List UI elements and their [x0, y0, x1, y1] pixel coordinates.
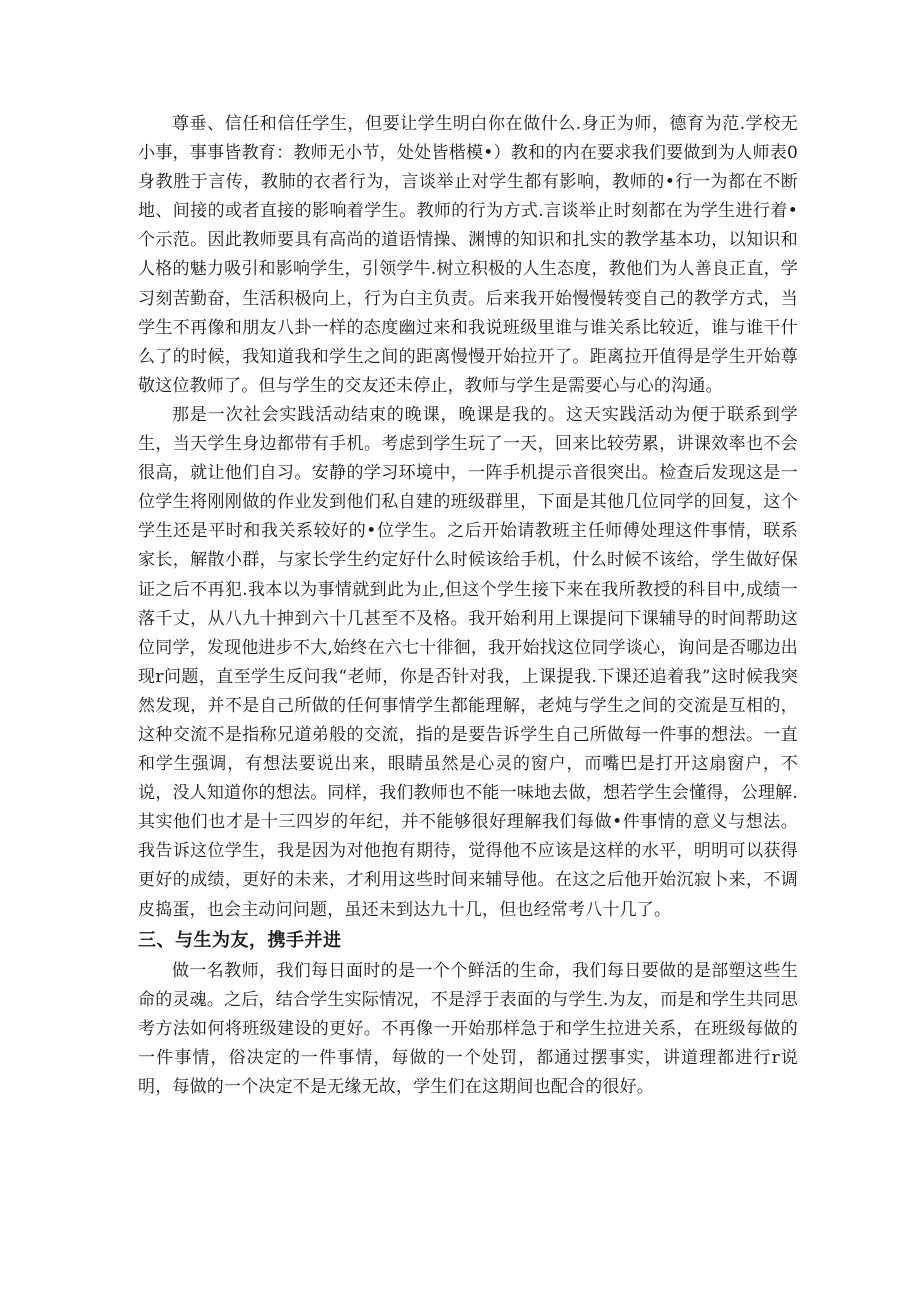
paragraph-class-building: 做一名教师，我们每日面时的是一个个鲜活的生命，我们每日要做的是部塑这些生命的灵魂。之后，结合学生实际情况，不是浮于表面的与学生.为友，而是和学生共同思考方法如何将班级建设的更好。不再像一开始那样急于和学生拉进关系，在班级每做的一件事情，俗决定的一件事情，每做的一个处罚，都通过摆事实，讲道理都进行r说明，每做的一个决定不是无缘无故，学生们在这期间也配合的很好。 — [138, 960, 798, 1097]
paragraph-teacher-role-model: 尊垂、信任和信任学生，但要让学生明白你在做什么.身正为师，德育为范.学校无小事，事事皆教育：教师无小节，处处皆楷模•）教和的内在要求我们要做到为人师表0身教胜于言传，教肺的衣者行为，言谈举止对学生都有影响，教师的•行一为都在不断地、间接的或者直接的影响着学生。教师的行为方式.言谈举止时刻都在为学生进行着•个示范。因此教师要具有高尚的道语情操、渊博的知识和扎实的教学基本功，以知识和人格的魅力吸引和影响学生，引领学牛.树立积极的人生态度，教他们为人善良正直，学习刻苦勤奋，生活积极向上，行为白主负责。后来我开始慢慢转变自己的教学方式，当学生不再像和朋友八卦一样的态度幽过来和我说班级里谁与谁关系比较近，谁与谁干什么了的时候，我知道我和学生之间的距离慢慢开始拉开了。距离拉开值得是学生开始尊敬这位教师了。但与学生的交友还未停止，教师与学生是需要心与心的沟通。 — [138, 114, 798, 396]
paragraph-social-practice-story: 那是一次社会实践活动结束的晚课，晚课是我的。这天实践活动为便于联系到学生，当天学生身边都带有手机。考虑到学生玩了一天，回来比较劳累，讲课效率也不会很高，就让他们自习。安静的学习环境中，一阵手机提示音很突出。检查后发现这是一位学生将刚刚做的作业发到他们私自建的班级群里，下面是其他几位同学的回复，这个学生还是平时和我关系较好的•位学生。之后开始请教班主任师傅处理这件事情，联系家长，解散小群，与家长学生约定好什么时候该给手机，什么时候不该给，学生做好保证之后不再犯.我本以为事情就到此为止,但这个学生接下来在我所教授的科目中,成绩一落千丈，从八九十抻到六十几甚至不及格。我开始利用上课提问下课辅导的时间帮助这位同学，发现他进步不大,始终在六七十徘徊，我开始找这位同学谈心，询问是否哪边出现r问题，直至学生反问我“老师，你是否针对我，上课提我.下课还追着我”这时候我突然发现，并不是自己所做的任何事情学生都能理解，老炖与学生之间的交流是互相的，这种交流不是指称兄道弟般的交流，指的是要告诉学生自己所做每一件事的想法。一直和学生强调，有想法要说出来，眼睛虽然是心灵的窗户，而嘴巴是打开这扇窗户，不说，没人知道你的想法。同样，我们教师也不能一味地去做，想若学生会懂得，公理解.其实他们也才是十三四岁的年纪，并不能够很好理解我们每做•件事情的意义与想法。我告诉这位学生，我是因为对他抱有期待，觉得他不应该是这样的水平，明明可以获得更好的成绩，更好的未来，才利用这些时间来辅导他。在这之后他开始沉寂卜来，不调皮捣蛋，也会主动问问题，虽还未到达九十几，但也经常考八十几了。 — [138, 404, 798, 920]
section-heading-friends-with-students: 三、与生为友，携手并进 — [138, 929, 342, 951]
document-page — [138, 110, 798, 1102]
